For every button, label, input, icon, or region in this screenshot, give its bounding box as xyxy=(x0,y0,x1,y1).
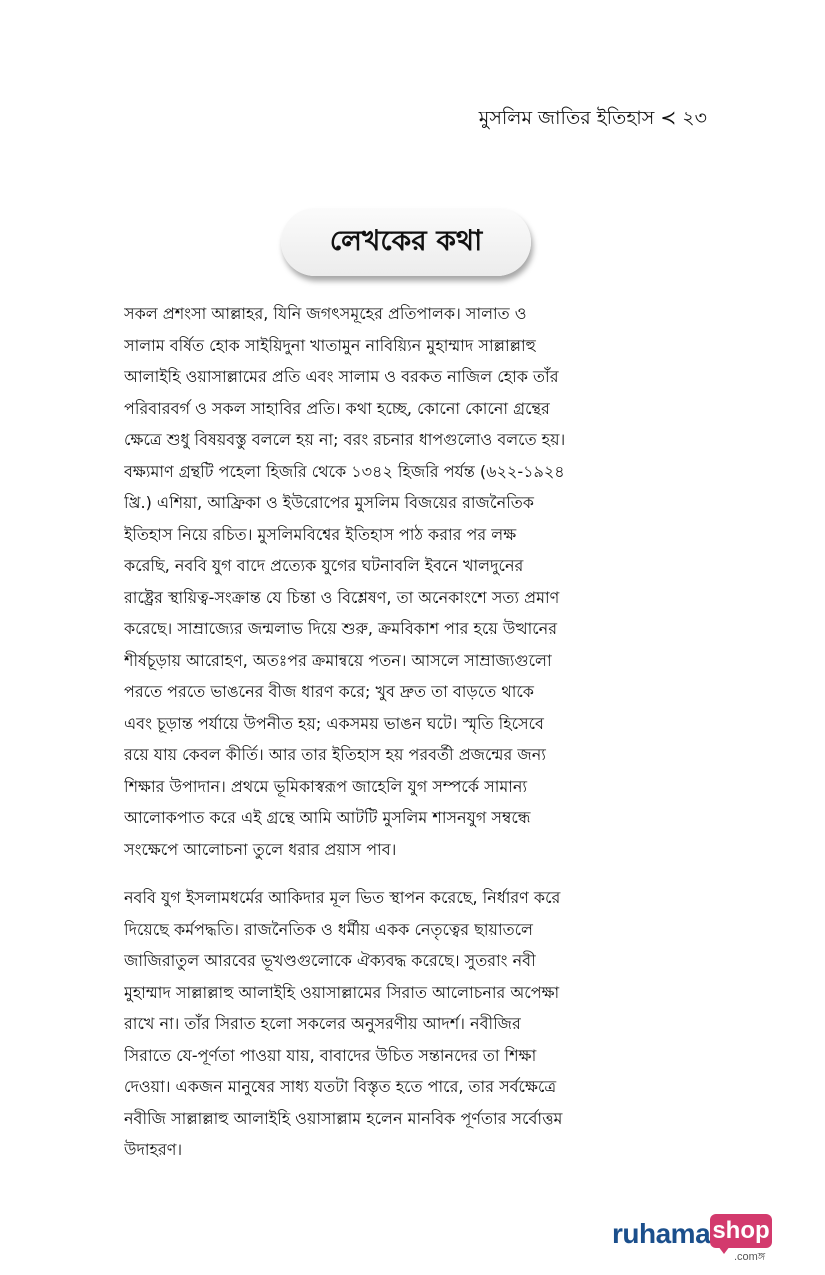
text-line: সকল প্রশংসা আল্লাহর, যিনি জগৎসমূহের প্রতিপালক। সালাত ও xyxy=(124,304,527,323)
chapter-title-badge xyxy=(281,208,531,276)
text-line: পরিবারবর্গ ও সকল সাহাবির প্রতি। কথা হচ্ছে, কোনো কোনো গ্রন্থের xyxy=(124,398,550,418)
text-line: উদাহরণ। xyxy=(124,1140,183,1159)
text-line: খ্রি.) এশিয়া, আফ্রিকা ও ইউরোপের মুসলিম বিজয়ের রাজনৈতিক xyxy=(124,493,534,512)
text-line: রাষ্ট্রের স্থায়িত্ব-সংক্রান্ত যে চিন্তা ও বিশ্লেষণ, তা অনেকাংশে সত্য প্রমাণ xyxy=(124,587,560,607)
text-line: শীর্ষচূড়ায় আরোহণ, অতঃপর ক্রমান্বয়ে পতন। আসলে সাম্রাজ্যগুলো xyxy=(124,650,552,670)
text-line: রাখে না। তাঁর সিরাত হলো সকলের অনুসরণীয় আদর্শ। নবীজির xyxy=(124,1014,521,1033)
header-separator: ≺ xyxy=(660,107,677,129)
text-line: পরতে পরতে ভাঙনের বীজ ধারণ করে; খুব দ্রুত তা বাড়তে থাকে xyxy=(124,682,534,701)
text-line: দেওয়া। একজন মানুষের সাধ্য যতটা বিস্তৃত হতে পারে, তার সর্বক্ষেত্রে xyxy=(124,1077,557,1096)
text-line: জাজিরাতুল আরবের ভূখণ্ডগুলোকে ঐক্যবদ্ধ করেছে। সুতরাং নবী xyxy=(124,951,536,970)
text-line: রয়ে যায় কেবল কীর্তি। আর তার ইতিহাস হয় পরবর্তী প্রজন্মের জন্য xyxy=(124,745,546,764)
paragraph-2 xyxy=(124,882,690,1166)
page-number: ২৩ xyxy=(682,107,707,129)
text-line: শিক্ষার উপাদান। প্রথমে ভূমিকাস্বরূপ জাহেলি যুগ সম্পর্কে সামান্য xyxy=(124,776,528,796)
running-header xyxy=(479,104,707,136)
text-line: সিরাতে যে-পূর্ণতা পাওয়া যায়, বাবাদের উচিত সন্তানদের তা শিক্ষা xyxy=(124,1045,537,1065)
text-line: মুহাম্মাদ সাল্লাল্লাহু আলাইহি ওয়াসাল্লামের সিরাত আলোচনার অপেক্ষা xyxy=(124,982,560,1002)
logo-speech-tail-icon xyxy=(718,1246,730,1254)
text-line: দিয়েছে কর্মপদ্ধতি। রাজনৈতিক ও ধর্মীয় একক নেতৃত্বের ছায়াতলে xyxy=(124,919,533,939)
text-line: ক্ষেত্রে শুধু বিষয়বস্তু বললে হয় না; বরং রচনার ধাপগুলোও বলতে হয়। xyxy=(124,430,566,449)
text-line: করেছে। সাম্রাজ্যের জন্মলাভ দিয়ে শুরু, ক্রমবিকাশ পার হয়ে উত্থানের xyxy=(124,619,558,638)
text-line: সংক্ষেপে আলোচনা তুলে ধরার প্রয়াস পাব। xyxy=(124,839,397,859)
text-line: বক্ষ্যমাণ গ্রন্থটি পহেলা হিজরি থেকে ১৩৪২ হিজরি পর্যন্ত (৬২২-১৯২৪ xyxy=(124,461,565,481)
text-line: নববি যুগ ইসলামধর্মের আকিদার মূল ভিত স্থাপন করেছে, নির্ধারণ করে xyxy=(124,888,561,907)
text-line: এবং চূড়ান্ত পর্যায়ে উপনীত হয়; একসময় ভাঙন ঘটে। স্মৃতি হিসেবে xyxy=(124,713,544,733)
text-line: আলোকপাত করে এই গ্রন্থে আমি আটটি মুসলিম শাসনযুগ সম্বন্ধে xyxy=(124,808,531,827)
logo-brand-left: ruhama xyxy=(612,1218,711,1249)
ruhamashop-watermark-logo xyxy=(612,1212,774,1262)
text-line: নবীজি সাল্লাল্লাহু আলাইহি ওয়াসাল্লাম হলেন মানবিক পূর্ণতার সর্বোত্তম xyxy=(124,1108,563,1128)
logo-domain: .comঙ্গ xyxy=(734,1251,766,1263)
book-title: মুসলিম জাতির ইতিহাস xyxy=(478,107,655,129)
text-line: ইতিহাস নিয়ে রচিত। মুসলিমবিশ্বের ইতিহাস পাঠ করার পর লক্ষ xyxy=(124,524,517,544)
text-line: আলাইহি ওয়াসাল্লামের প্রতি এবং সালাম ও বরকত নাজিল হোক তাঁর xyxy=(124,367,559,386)
logo-brand-right: shop xyxy=(710,1214,772,1248)
text-line: করেছি, নববি যুগ বাদে প্রত্যেক যুগের ঘটনাবলি ইবনে খালদুনের xyxy=(124,556,524,575)
paragraph-1 xyxy=(124,298,690,865)
text-line: সালাম বর্ষিত হোক সাইয়িদুনা খাতামুন নাবিয়্যিন মুহাম্মাদ সাল্লাল্লাহু xyxy=(124,335,536,355)
chapter-title: লেখকের কথা xyxy=(329,223,483,257)
